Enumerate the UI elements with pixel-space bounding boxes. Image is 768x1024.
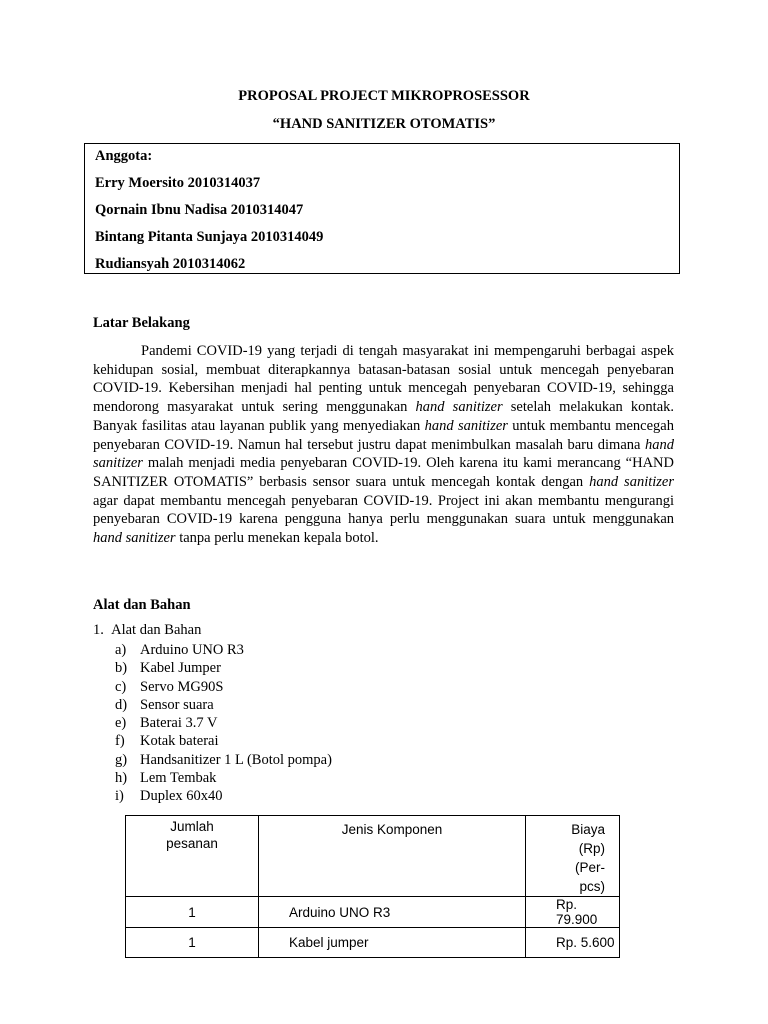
- cost-table: [125, 815, 620, 958]
- background-paragraph: Pandemi COVID-19 yang terjadi di tengah masyarakat ini mempengaruhi berbagai aspek kehidupan sosial, membuat diterapkannya batasan-batasan sosial untuk mencegah penyebaran COVID-19. Kebersihan menjadi hal penting untuk mencegah penyebaran COVID-19, sehingga mendorong masyarakat untuk sering menggunakan hand sanitizer setelah melakukan kontak. Banyak fasilitas atau layanan publik yang menyediakan hand sanitizer untuk membantu mencegah penyebaran COVID-19. Namun hal tersebut justru dapat menimbulkan masalah baru dimana hand sanitizer malah menjadi media penyebaran COVID-19. Oleh karena itu kami merancang “HAND SANITIZER OTOMATIS” berbasis sensor suara untuk mencegah kontak dengan hand sanitizer agar dapat membantu mencegah penyebaran COVID-19. Project ini akan membantu mengurangi penyebaran COVID-19 karena pengguna hanya perlu menggunakan suara untuk menggunakan hand sanitizer tanpa perlu menekan kepala botol.: [93, 343, 675, 547]
- cell-component: Arduino UNO R3: [259, 897, 526, 928]
- cell-qty: 1: [126, 897, 259, 928]
- list-item: i) Duplex 60x40: [115, 788, 223, 805]
- cell-qty: 1: [126, 928, 259, 958]
- members-box: [84, 143, 680, 274]
- member-name: Erry Moersito 2010314037: [95, 175, 261, 191]
- list-item: f) Kotak baterai: [115, 733, 219, 750]
- section-heading-tools: Alat dan Bahan: [93, 597, 191, 613]
- document-subtitle: “HAND SANITIZER OTOMATIS”: [272, 116, 496, 132]
- header-component: Jenis Komponen: [259, 816, 526, 897]
- header-cost: Biaya (Rp) (Per-pcs): [526, 816, 620, 897]
- cell-cost: Rp. 5.600: [526, 928, 620, 958]
- table-row: [126, 928, 620, 958]
- list-item: b) Kabel Jumper: [115, 660, 221, 677]
- member-name: Qornain Ibnu Nadisa 2010314047: [95, 202, 304, 218]
- member-name: Rudiansyah 2010314062: [95, 256, 246, 272]
- list-item: g) Handsanitizer 1 L (Botol pompa): [115, 751, 332, 768]
- document-title: PROPOSAL PROJECT MIKROPROSESSOR: [238, 88, 530, 104]
- list-item: e) Baterai 3.7 V: [115, 715, 218, 732]
- list-item: a) Arduino UNO R3: [115, 642, 244, 658]
- tools-list: [115, 641, 332, 806]
- member-name: Bintang Pitanta Sunjaya 2010314049: [95, 229, 324, 245]
- list-item: d) Sensor suara: [115, 696, 214, 713]
- header-qty: Jumlah pesanan: [126, 816, 259, 897]
- cell-component: Kabel jumper: [259, 928, 526, 958]
- table-row: [126, 897, 620, 928]
- list-item: c) Servo MG90S: [115, 678, 224, 695]
- section-heading-background: Latar Belakang: [93, 315, 190, 331]
- cell-cost: Rp. 79.900: [526, 897, 620, 928]
- table-header-row: [126, 816, 620, 897]
- list-item: h) Lem Tembak: [115, 770, 217, 787]
- list-number: 1. Alat dan Bahan: [93, 622, 202, 638]
- members-label: Anggota:: [95, 148, 153, 164]
